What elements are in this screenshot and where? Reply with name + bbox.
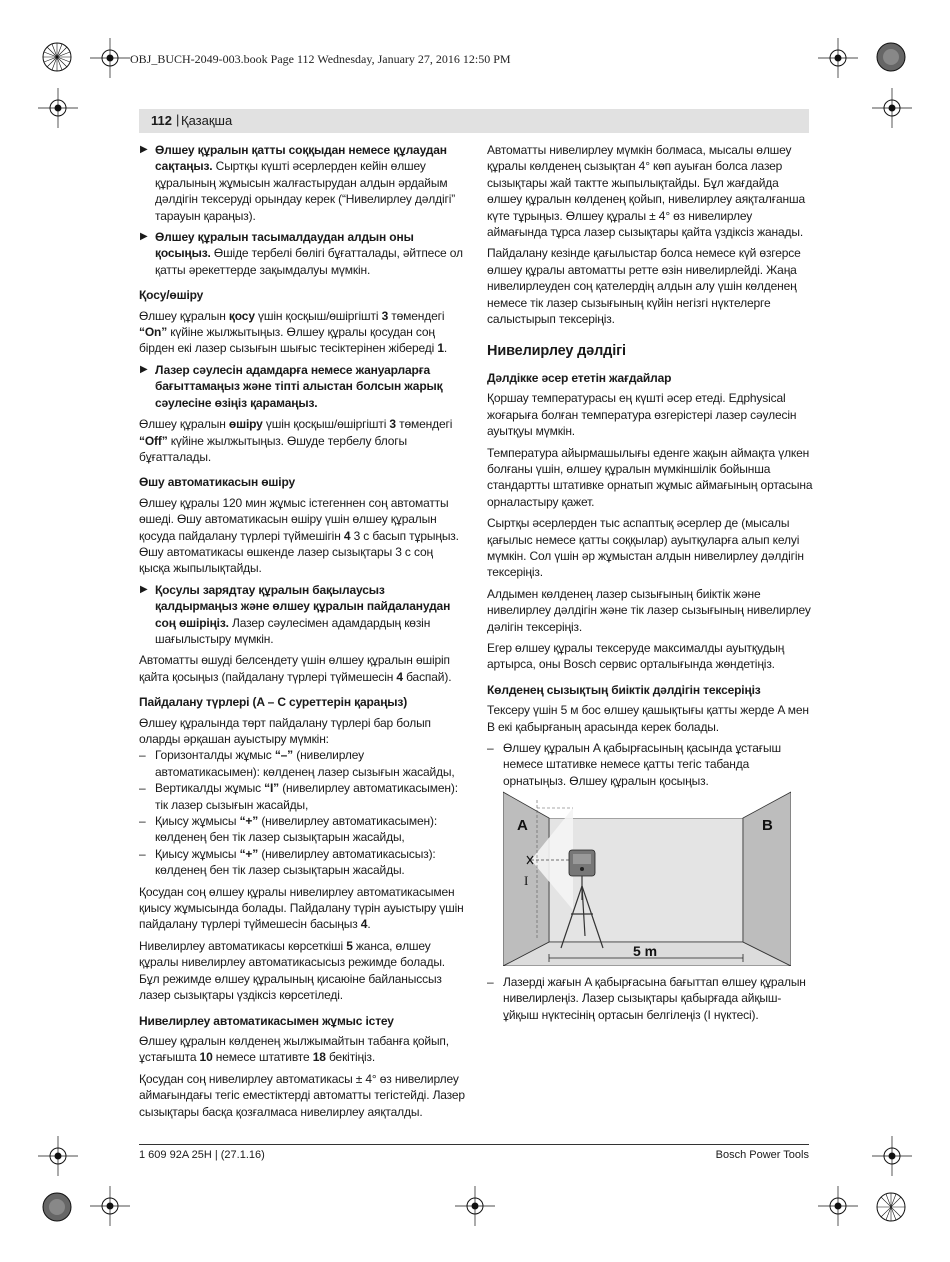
registration-mark-top-left	[36, 36, 78, 78]
triangle-bullet-icon: ▶	[140, 363, 148, 375]
paragraph-service: Егер өлшеу құралы тексеруде максималды ауытқудың артырса, оны Bosch сервис орталығында жөндетіңіз.	[487, 640, 785, 672]
paragraph-tripod: Температура айырмашылығы еденге жақын аймақта үлкен болғаны үшін, өлшеу құралын мүмкіншілік бойынша стандартты штативке орнатып жұмыс аймағының ортасына орналастыру қажет.	[487, 445, 813, 509]
crosshair-mark-right	[872, 88, 912, 128]
header-separator: |	[176, 112, 180, 127]
warning-bullet-unattended	[139, 582, 465, 648]
warning-bold: Өлшеу құралын тасымалдаудан алдын оны қосыңыз.	[155, 230, 414, 261]
paragraph-auto-off: Өлшеу құралы 120 мин жұмыс істегеннен соң автоматты өшеді. Өшу автоматикасын өшіру үшін өлшеу құралын қосуда пайдалану түрлері түймешігін 4 3 с басып тұрыңыз. Өшу автоматикасы өшкенде лазер сызықтары 3 с соң қысқа жыпылықтайды.	[139, 495, 459, 576]
paragraph-modes: Өлшеу құралында төрт пайдалану түрлері бар болып оларды әрқашан ауыстыру мүмкін:	[139, 715, 431, 746]
paragraph-switch-off: Өлшеу құралын өшіру үшін қосқыш/өшіргішті 3 төмендегі “Off” күйіне жылжытыңыз. Өшуде тербелу блогы бұғатталады.	[139, 417, 453, 464]
warning-bold: Өлшеу құралын қатты соққыдан немесе құлаудан сақтаңыз.	[155, 143, 447, 174]
paragraph-after-switch-on: Қосудан соң өлшеу құралы нивелирлеу автоматикасымен қиысу жұмысында болады. Пайдалану түрін ауыстыру үшін пайдалану түрлері түймешесін басыңыз 4.	[139, 884, 464, 932]
triangle-bullet-icon: ▶	[140, 144, 148, 155]
paragraph-releveling: Пайдалану кезінде қағылыстар болса немесе күй өзгерсе өлшеу құралы автоматты ретте өзін нивелирлейді. Жаңа нивелирлеуден соң қателердің алдын алу үшін көлденең немесе тік лазер сызығының күйін негізгі нүктелерге салыстырып тексеріңіз.	[487, 246, 801, 327]
heading-height-check: Көлденең сызықтың биіктік дәлдігін тексеріңіз	[487, 682, 761, 697]
list-item-mode: – Қиысу жұмысы “+” (нивелирлеу автоматикасымен): көлденең бен тік лазер сызықтарын жасайды,	[139, 814, 438, 845]
paragraph-indicator: Нивелирлеу автоматикасы көрсеткіші 5 жанса, өлшеу құралы нивелирлеу автоматикасысыз режимде болады. Бұл режимде өлшеу құралының қисаюіне байланыссыз лазер сызықтары үздіксіз көрсетіледі.	[139, 938, 445, 1003]
list-item-step: – Лазерді жағын A қабырғасына бағыттап өлшеу құралын нивелирлеңіз. Лазер сызықтары қабырғада айқыш-ұйқыш нүктесінің ортасын белгілеңіз (I нүктесі).	[487, 975, 806, 1022]
crosshair-mark-bottom-center	[455, 1186, 495, 1226]
warning-bullet-laser	[139, 362, 465, 411]
fig-dist-label: 5 m	[633, 943, 658, 959]
crosshair-mark-bottom	[90, 1186, 130, 1226]
triangle-bullet-icon: ▶	[140, 231, 148, 243]
registration-mark-bottom-left	[36, 1186, 78, 1228]
paragraph-switch-on: Өлшеу құралын қосу үшін қосқыш/өшіргішті 3 төмендегі “On” күйіне жылжытыңыз. Өлшеу құралы қосудан соң бірден екі лазер сызығын шығыс тесіктерінен жібереді 1.	[139, 308, 448, 356]
left-column	[139, 142, 465, 1125]
triangle-bullet-icon: ▶	[140, 583, 148, 595]
footer-brand: Bosch Power Tools	[715, 1149, 809, 1161]
crosshair-mark-left	[38, 88, 78, 128]
paragraph-leveling-range: Қосудан соң нивелирлеу автоматикасы ± 4° өз нивелирлеу аймағындағы тегіс еместіктерді автоматты тегістейді. Лазер сызықтары басқа қозғалмаса нивелирлеу аяқталды.	[139, 1071, 465, 1119]
page-header-bar	[139, 109, 809, 133]
warning-bullet-drop	[139, 142, 465, 224]
right-column-lower	[487, 974, 813, 1028]
crosshair-mark-top-right	[818, 38, 858, 78]
crosshair-mark-bottom-right-2	[818, 1186, 858, 1226]
leveling-check-figure	[503, 790, 791, 966]
paragraph-leveling-setup: Өлшеу құралын көлденең жылжымайтын табанға қойып, ұстағышта 10 немесе штативте 18 бекітіңіз.	[139, 1033, 449, 1065]
heading-auto-off: Өшу автоматикасын өшіру	[139, 475, 296, 490]
heading-leveling-accuracy: Нивелирлеу дәлдігі	[487, 343, 626, 360]
paragraph-check-distance: Тексеру үшін 5 м бос өлшеу қашықтығы қатты жерде A мен B екі қабырғаның арасында керек болады.	[487, 703, 809, 734]
paragraph-external-influences: Сыртқы әсерлерден тыс аспаптық әсерлер де (мысалы қағылыс немесе қатты соққылар) ауытқуларға алып келуі мүмкін. Сол үшін әр жұмыстан алдын нивелирлеу дәлдігін тексеріңіз.	[487, 516, 804, 580]
page-number: 112	[151, 113, 172, 128]
paragraph-check-order: Алдымен көлденең лазер сызығының биіктік және нивелирлеу дәлдігін және тік лазер сызығының нивелирлеу дәлігін тексеріңіз.	[487, 586, 811, 634]
list-item-mode: – Қиысу жұмысы “+” (нивелирлеу автоматикасысыз): көлденең бен тік лазер сызықтарын жасайды.	[139, 846, 436, 878]
paragraph-leveling-fail: Автоматты нивелирлеу мүмкін болмаса, мысалы өлшеу құралы көлденең сызықтан 4° көп ауыған болса лазер сызықтары жай тактте жыпылықтайды. Бұл жағдайда өлшеу құралын көлденең қойып, нивелирлеу аяқталғанша күте тұрыңыз. Өлшеу құралы ± 4° өз нивелирлеу аймағында тұрса лазер сызықтары қайта үздіксіз жанады.	[487, 143, 805, 240]
fig-wall-b-label: B	[762, 817, 773, 834]
paragraph-reactivate: Автоматты өшуді белсендету үшін өлшеу құралын өшіріп қайта қосыңыз (пайдалану түрлері түймешесін 4 баспай).	[139, 653, 452, 684]
paragraph-temperature: Қоршау температурасы ең күшті әсер етеді. Едphysical жоғарыға болған температура өзгерістері лазер сәулесін ауытқуы мүмкін.	[487, 391, 797, 439]
crosshair-mark-bottom-right	[872, 1136, 912, 1176]
warning-bold: Лазер сәулесін адамдарға немесе жануарларға бағыттамаңыз және тіпті алыстан болсын жарық сәулесіне өзіңіз қарамаңыз.	[155, 362, 443, 410]
registration-mark-bottom-right	[870, 1186, 912, 1228]
warning-bold: Қосулы зарядтау құралын бақылаусыз қалдырмаңыз және өлшеу құралын пайдаланудан соң өшіріңіз.	[155, 582, 451, 630]
list-item-mode: – Вертикалды жұмыс “I” (нивелирлеу автоматикасымен): тік лазер сызығын жасайды,	[139, 781, 458, 812]
fig-wall-a-label: A	[517, 817, 528, 834]
crosshair-mark-top	[90, 38, 130, 78]
warning-text: Өшіде тербелі бөлігі бұғатталады, әйтпесе ол қатты әрекеттерде зақымдалуы мүмкін.	[155, 246, 463, 277]
warning-text: Сыртқы күшті әсерлерден кейін өлшеу құралының жұмысын жалғастырудан алдын әрдайым дәлдігін тексеруді орындау керек (“Нивелирлеу дәлдігі” тарауын қараңыз).	[155, 159, 456, 223]
fig-point-label: I	[524, 873, 529, 888]
list-item-step: – Өлшеу құралын A қабырғасының қасында ұстағыш немесе штативке немесе қатты тегіс табанда орнатыңыз. Өлшеу құралын қосыңыз.	[487, 741, 781, 788]
heading-accuracy-factors: Дәлдікке әсер ететін жағдайлар	[487, 370, 672, 385]
registration-mark-top-right	[870, 36, 912, 78]
heading-leveling-work: Нивелирлеу автоматикасымен жұмыс істеу	[139, 1013, 394, 1028]
list-item-mode: – Горизонталды жұмыс “–” (нивелирлеу автоматикасымен): көлденең лазер сызығын жасайды,	[139, 748, 455, 779]
language-label: Қазақша	[181, 113, 233, 128]
print-slug: OBJ_BUCH-2049-003.book Page 112 Wednesday, January 27, 2016 12:50 PM	[130, 52, 511, 66]
warning-text: Лазер сәулесімен адамдардың көзін шағылыстыру мүмкін.	[155, 615, 431, 646]
footer-rule	[139, 1144, 809, 1145]
right-column	[487, 142, 813, 794]
warning-bullet-transport	[139, 229, 465, 278]
crosshair-mark-bottom-left	[38, 1136, 78, 1176]
heading-on-off: Қосу/өшіру	[139, 288, 204, 303]
footer-doc-number: 1 609 92A 25H | (27.1.16)	[139, 1149, 265, 1161]
heading-operating-modes: Пайдалану түрлері (A – C суреттерін қараңыз)	[139, 695, 408, 710]
